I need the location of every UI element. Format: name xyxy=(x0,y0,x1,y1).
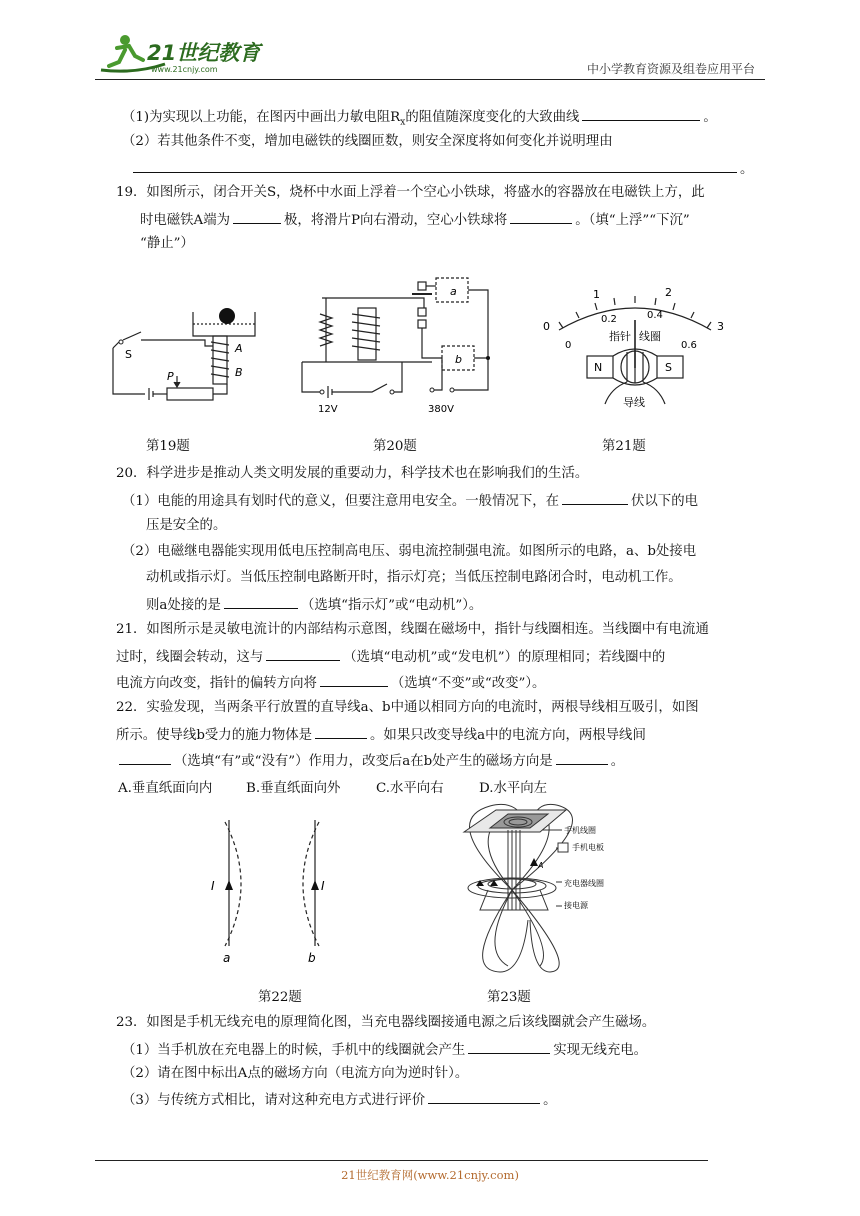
q21-line3: 电流方向改变，指针的偏转方向将 （选填“不变”或“改变”）。 xyxy=(116,672,545,694)
fig23-label-charger-coil: 充电器线圈 xyxy=(564,879,604,888)
q20-line5: 动机或指示灯。当低压控制电路断开时，指示灯亮；当低压控制电路闭合时，电动机工作。 xyxy=(146,570,682,585)
fig23-label-phone-coil: 手机线圈 xyxy=(564,826,596,835)
q19-blank-1[interactable] xyxy=(233,209,281,224)
q21-line2: 过时，线圈会转动，这与 （选填“电动机”或“发电机”）的原理相同；若线圈中的 xyxy=(116,646,665,668)
q22-option-D[interactable]: D.水平向左 xyxy=(479,781,548,796)
fig21-tick-3: 3 xyxy=(717,320,724,333)
q22-line3: （选填“有”或“没有”）作用力，改变后a在b处产生的磁场方向是 。 xyxy=(116,750,624,772)
fig23-label-A: A xyxy=(538,861,544,870)
figure-19-electromagnet-circuit xyxy=(105,290,265,410)
figure-23-wireless-charger xyxy=(450,800,630,976)
q18-blank-1[interactable] xyxy=(582,106,700,121)
q21-line1: 21．如图所示是灵敏电流计的内部结构示意图，线圈在磁场中，指针与线圈相连。当线圈中有电流通 xyxy=(116,622,709,637)
q20-line4: （2）电磁继电器能实现用低电压控制高电压、弱电流控制强电流。如图所示的电路，a、b处接电 xyxy=(122,544,697,559)
q22-blank-1[interactable] xyxy=(315,724,367,739)
caption-q20: 第20题 xyxy=(373,439,417,454)
fig19-label-S: S xyxy=(125,348,132,361)
fig21-mark-0: 0 xyxy=(565,340,572,351)
logo-url: www.21cnjy.com xyxy=(151,65,218,74)
q22-option-B[interactable]: B.垂直纸面向外 xyxy=(246,781,341,796)
q23-line3: （2）请在图中标出A点的磁场方向（电流方向为逆时针）。 xyxy=(122,1066,469,1081)
fig22-label-I-right: I xyxy=(321,879,325,893)
footer-text[interactable]: 21世纪教育网(www.21cnjy.com) xyxy=(341,1168,519,1182)
fig21-label-S: S xyxy=(665,361,672,374)
fig19-label-P: P xyxy=(167,370,174,383)
fig19-label-B: B xyxy=(235,366,243,379)
fig20-label-12V: 12V xyxy=(318,404,338,415)
caption-q22: 第22题 xyxy=(258,990,302,1005)
fig20-label-a: a xyxy=(450,285,457,298)
fig21-label-N: N xyxy=(594,361,603,374)
fig23-label-power: 接电源 xyxy=(564,901,588,910)
q18-part1: （1)为实现以上功能，在图丙中画出力敏电阻$R_x$的阻值随深度变化的大致曲线 。 xyxy=(122,106,717,133)
q20-line2: （1）电能的用途具有划时代的意义，但要注意用电安全。一般情况下，在 伏以下的电 xyxy=(122,490,698,512)
fig21-label-coil: 线圈 xyxy=(639,330,661,343)
fig21-tick-1: 1 xyxy=(593,288,600,301)
figure-22-parallel-wires xyxy=(195,816,335,966)
fig21-tick-2: 2 xyxy=(665,286,672,299)
q20-line6: 则a处接的是 （选填“指示灯”或“电动机”）。 xyxy=(146,594,482,616)
q21-blank-2[interactable] xyxy=(320,672,388,687)
header-platform-text: 中小学教育资源及组卷应用平台 xyxy=(586,62,755,76)
q23-line1: 23．如图是手机无线充电的原理简化图，当充电器线圈接通电源之后该线圈就会产生磁场。 xyxy=(116,1015,656,1030)
fig22-label-I-left: I xyxy=(211,879,215,893)
fig19-label-A: A xyxy=(235,342,243,355)
logo-text: 21世纪教育 xyxy=(147,41,261,65)
q19-line3: “静止”） xyxy=(140,236,194,251)
footer-divider xyxy=(95,1160,708,1161)
q19-line2: 时电磁铁A端为 极，将滑片P向右滑动，空心小铁球将 。（填“上浮”“下沉” xyxy=(140,209,690,231)
q22-blank-2[interactable] xyxy=(119,750,171,765)
fig20-label-b: b xyxy=(455,353,462,366)
fig22-label-a: a xyxy=(223,951,231,965)
q22-line1: 22．实验发现，当两条平行放置的直导线a、b中通以相同方向的电流时，两根导线相互吸引，如图 xyxy=(116,700,699,715)
fig23-label-phone-board: 手机电板 xyxy=(572,843,604,852)
figure-21-galvanometer xyxy=(535,282,735,412)
figure-20-relay-circuit xyxy=(292,270,502,420)
q23-blank-2[interactable] xyxy=(428,1089,540,1104)
q20-line3: 压是安全的。 xyxy=(146,518,227,533)
q18-blank-2[interactable] xyxy=(133,158,737,173)
q20-line1: 20．科学进步是推动人类文明发展的重要动力，科学技术也在影响我们的生活。 xyxy=(116,466,589,481)
q19-blank-2[interactable] xyxy=(510,209,572,224)
q20-blank-1[interactable] xyxy=(562,490,628,505)
q22-option-C[interactable]: C.水平向右 xyxy=(376,781,444,796)
fig22-label-b: b xyxy=(308,951,316,965)
fig21-label-wire: 导线 xyxy=(623,396,645,409)
site-logo xyxy=(95,30,265,76)
caption-q21: 第21题 xyxy=(602,439,646,454)
fig21-mark-0.6: 0.6 xyxy=(681,340,697,351)
fig21-mark-0.2: 0.2 xyxy=(601,314,617,325)
q23-blank-1[interactable] xyxy=(468,1039,550,1054)
fig20-label-380V: 380V xyxy=(428,404,454,415)
q22-blank-3[interactable] xyxy=(556,750,608,765)
q18-answer-line: 。 xyxy=(130,158,753,180)
q21-blank-1[interactable] xyxy=(266,646,340,661)
q18-part2: （2）若其他条件不变，增加电磁铁的线圈匝数，则安全深度将如何变化并说明理由 xyxy=(122,134,613,149)
q23-line2: （1）当手机放在充电器上的时候，手机中的线圈就会产生 实现无线充电。 xyxy=(122,1039,647,1061)
q22-line2: 所示。使导线b受力的施力物体是 。如果只改变导线a中的电流方向，两根导线间 xyxy=(116,724,646,746)
caption-q19: 第19题 xyxy=(146,439,190,454)
q23-line4: （3）与传统方式相比，请对这种充电方式进行评价 。 xyxy=(122,1089,557,1111)
q20-blank-2[interactable] xyxy=(224,594,298,609)
fig21-label-pointer: 指针 xyxy=(609,330,631,343)
fig21-tick-0: 0 xyxy=(543,320,550,333)
header-divider xyxy=(95,79,765,80)
q19-line1: 19．如图所示，闭合开关S，烧杯中水面上浮着一个空心小铁球，将盛水的容器放在电磁铁上方，此 xyxy=(116,185,705,200)
fig21-mark-0.4: 0.4 xyxy=(647,310,663,321)
q22-option-A[interactable]: A.垂直纸面向内 xyxy=(118,781,213,796)
caption-q23: 第23题 xyxy=(487,990,531,1005)
